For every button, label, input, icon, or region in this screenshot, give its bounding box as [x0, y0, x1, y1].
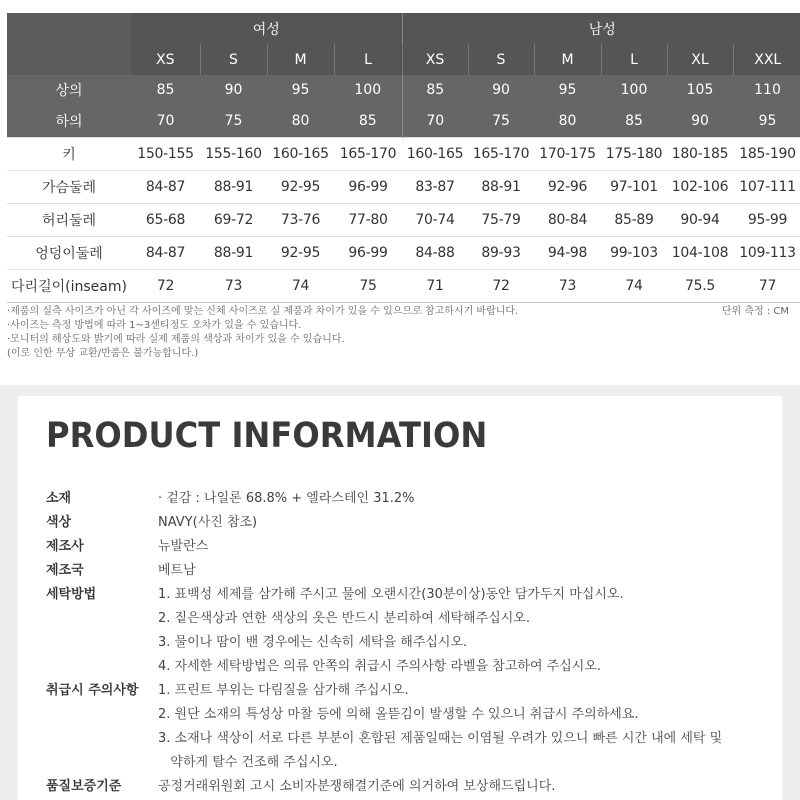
table-corner: [7, 13, 131, 75]
row-label: 허리둘레: [7, 204, 131, 237]
info-row-washing-2: [46, 604, 766, 628]
info-row-warranty: [46, 772, 766, 796]
size-cell: 99-103: [601, 237, 667, 270]
size-cell: 90-94: [667, 204, 733, 237]
row-label: 하의: [7, 105, 131, 138]
size-cell: 100: [601, 75, 667, 105]
size-row-hip: [7, 237, 800, 270]
size-cell: 75.5: [667, 270, 733, 303]
info-value: 약하게 탈수 건조해 주십시오.: [158, 755, 338, 770]
size-cell: 95: [733, 105, 800, 138]
product-info-list: [46, 484, 766, 796]
size-cell: 94-98: [534, 237, 601, 270]
size-cell: 85: [402, 75, 468, 105]
size-cell: 170-175: [534, 138, 601, 171]
size-cell: 102-106: [667, 171, 733, 204]
info-value: 베트남: [158, 563, 196, 578]
info-row-material: [46, 484, 766, 508]
row-label: 가슴둘레: [7, 171, 131, 204]
size-cell: 92-95: [267, 171, 334, 204]
size-label: M: [267, 44, 334, 75]
size-cell: 160-165: [267, 138, 334, 171]
size-cell: 180-185: [667, 138, 733, 171]
info-value: 3. 물이나 땀이 밴 경우에는 신속히 세탁을 해주십시오.: [158, 635, 468, 650]
info-value: 4. 자세한 세탁방법은 의류 안쪽의 취급시 주의사항 라벨을 참고하여 주십시오.: [158, 659, 602, 674]
size-cell: 105: [667, 75, 733, 105]
size-row-bottom: [7, 105, 800, 138]
size-cell: 107-111: [733, 171, 800, 204]
info-value: 2. 짙은색상과 연한 색상의 옷은 반드시 분리하여 세탁해주십시오.: [158, 611, 530, 626]
size-cell: 65-68: [131, 204, 200, 237]
size-cell: 89-93: [468, 237, 534, 270]
size-cell: 84-88: [402, 237, 468, 270]
note-line: (이로 인한 무상 교환/반품은 불가능합니다.): [7, 348, 199, 359]
size-cell: 100: [334, 75, 402, 105]
info-value: 1. 표백성 세제를 삼가해 주시고 물에 오랜시간(30분이상)동안 담가두지 마십시오.: [158, 587, 624, 602]
size-cell: 90: [468, 75, 534, 105]
size-cell: 160-165: [402, 138, 468, 171]
size-cell: 75: [334, 270, 402, 303]
row-label: 키: [7, 138, 131, 171]
row-label: 다리길이(inseam): [7, 270, 131, 303]
info-row-washing-4: [46, 652, 766, 676]
info-value: 3. 소재나 색상이 서로 다른 부분이 혼합된 제품일때는 이염될 우려가 있으니 빠른 시간 내에 세탁 및: [158, 731, 723, 746]
size-row-waist: [7, 204, 800, 237]
size-row-inseam: [7, 270, 800, 303]
info-key: 취급시 주의사항: [46, 683, 139, 698]
row-label: 엉덩이둘레: [7, 237, 131, 270]
info-key: 품질보증기준: [46, 779, 122, 794]
size-cell: 80-84: [534, 204, 601, 237]
size-cell: 84-87: [131, 171, 200, 204]
info-row-caution-4: [46, 748, 766, 772]
size-cell: 73-76: [267, 204, 334, 237]
group-women: 여성: [131, 13, 402, 44]
size-label: XXL: [733, 44, 800, 75]
size-cell: 75: [468, 105, 534, 138]
size-cell: 70-74: [402, 204, 468, 237]
info-value: 공정거래위원회 고시 소비자분쟁해결기준에 의거하여 보상해드립니다.: [158, 779, 556, 794]
row-label: 상의: [7, 75, 131, 105]
size-cell: 85: [131, 75, 200, 105]
size-cell: 165-170: [468, 138, 534, 171]
size-cell: 104-108: [667, 237, 733, 270]
size-cell: 77-80: [334, 204, 402, 237]
size-cell: 80: [534, 105, 601, 138]
info-row-country: [46, 556, 766, 580]
size-cell: 85: [334, 105, 402, 138]
size-cell: 109-113: [733, 237, 800, 270]
size-cell: 95-99: [733, 204, 800, 237]
size-cell: 69-72: [200, 204, 267, 237]
size-group-header-row: [7, 13, 800, 44]
size-cell: 77: [733, 270, 800, 303]
info-row-washing-3: [46, 628, 766, 652]
info-key: 제조국: [46, 563, 84, 578]
size-cell: 74: [267, 270, 334, 303]
size-notes: [7, 305, 793, 361]
size-label: XS: [131, 44, 200, 75]
info-row-color: [46, 508, 766, 532]
size-cell: 95: [534, 75, 601, 105]
size-row-chest: [7, 171, 800, 204]
note-line: ·제품의 실측 사이즈가 아닌 각 사이즈에 맞는 신체 사이즈로 실 제품과 차이가 있을 수 있으므로 참고하시기 바랍니다.: [7, 306, 519, 317]
info-row-manufacturer: [46, 532, 766, 556]
size-cell: 150-155: [131, 138, 200, 171]
size-cell: 92-96: [534, 171, 601, 204]
size-cell: 185-190: [733, 138, 800, 171]
size-table: [7, 13, 800, 303]
size-label: S: [468, 44, 534, 75]
size-cell: 110: [733, 75, 800, 105]
size-cell: 88-91: [200, 171, 267, 204]
size-label: XS: [402, 44, 468, 75]
size-cell: 95: [267, 75, 334, 105]
info-key: 소재: [46, 491, 72, 506]
size-label: L: [601, 44, 667, 75]
size-cell: 71: [402, 270, 468, 303]
note-line: ·모니터의 해상도와 밝기에 따라 실제 제품의 색상과 차이가 있을 수 있습니다.: [7, 334, 345, 345]
info-row-caution-3: [46, 724, 766, 748]
info-value: 2. 원단 소재의 특성상 마찰 등에 의해 올뜯김이 발생할 수 있으니 취급시 주의하세요.: [158, 707, 639, 722]
size-cell: 90: [200, 75, 267, 105]
size-cell: 165-170: [334, 138, 402, 171]
size-label: S: [200, 44, 267, 75]
info-row-caution: [46, 676, 766, 700]
size-cell: 75: [200, 105, 267, 138]
size-cell: 88-91: [468, 171, 534, 204]
size-cell: 96-99: [334, 171, 402, 204]
note-line: ·사이즈는 측정 방법에 따라 1~3센티정도 오차가 있을 수 있습니다.: [7, 320, 302, 331]
info-key: 색상: [46, 515, 72, 530]
size-cell: 97-101: [601, 171, 667, 204]
info-key: 세탁방법: [46, 587, 97, 602]
size-cell: 70: [402, 105, 468, 138]
info-value: NAVY(사진 참조): [158, 515, 258, 530]
size-label: XL: [667, 44, 733, 75]
size-cell: 92-95: [267, 237, 334, 270]
size-cell: 96-99: [334, 237, 402, 270]
size-cell: 85-89: [601, 204, 667, 237]
size-cell: 84-87: [131, 237, 200, 270]
size-cell: 74: [601, 270, 667, 303]
size-cell: 175-180: [601, 138, 667, 171]
info-row-washing: [46, 580, 766, 604]
size-cell: 70: [131, 105, 200, 138]
unit-label: 단위 측정 : CM: [721, 306, 789, 317]
size-cell: 155-160: [200, 138, 267, 171]
group-men: 남성: [402, 13, 800, 44]
size-cell: 72: [131, 270, 200, 303]
info-key: 제조사: [46, 539, 84, 554]
size-cell: 73: [200, 270, 267, 303]
size-cell: 80: [267, 105, 334, 138]
size-cell: 72: [468, 270, 534, 303]
size-label: L: [334, 44, 402, 75]
size-cell: 85: [601, 105, 667, 138]
size-cell: 83-87: [402, 171, 468, 204]
info-row-caution-2: [46, 700, 766, 724]
info-value: 뉴발란스: [158, 539, 209, 554]
size-cell: 90: [667, 105, 733, 138]
product-info-title: PRODUCT INFORMATION: [46, 416, 488, 456]
size-row-height: [7, 138, 800, 171]
size-row-top: [7, 75, 800, 105]
size-cell: 73: [534, 270, 601, 303]
info-value: 1. 프린트 부위는 다림질을 삼가해 주십시오.: [158, 683, 409, 698]
size-cell: 88-91: [200, 237, 267, 270]
size-label: M: [534, 44, 601, 75]
info-value: · 겉감 : 나일론 68.8% + 엘라스테인 31.2%: [158, 491, 415, 506]
size-cell: 75-79: [468, 204, 534, 237]
